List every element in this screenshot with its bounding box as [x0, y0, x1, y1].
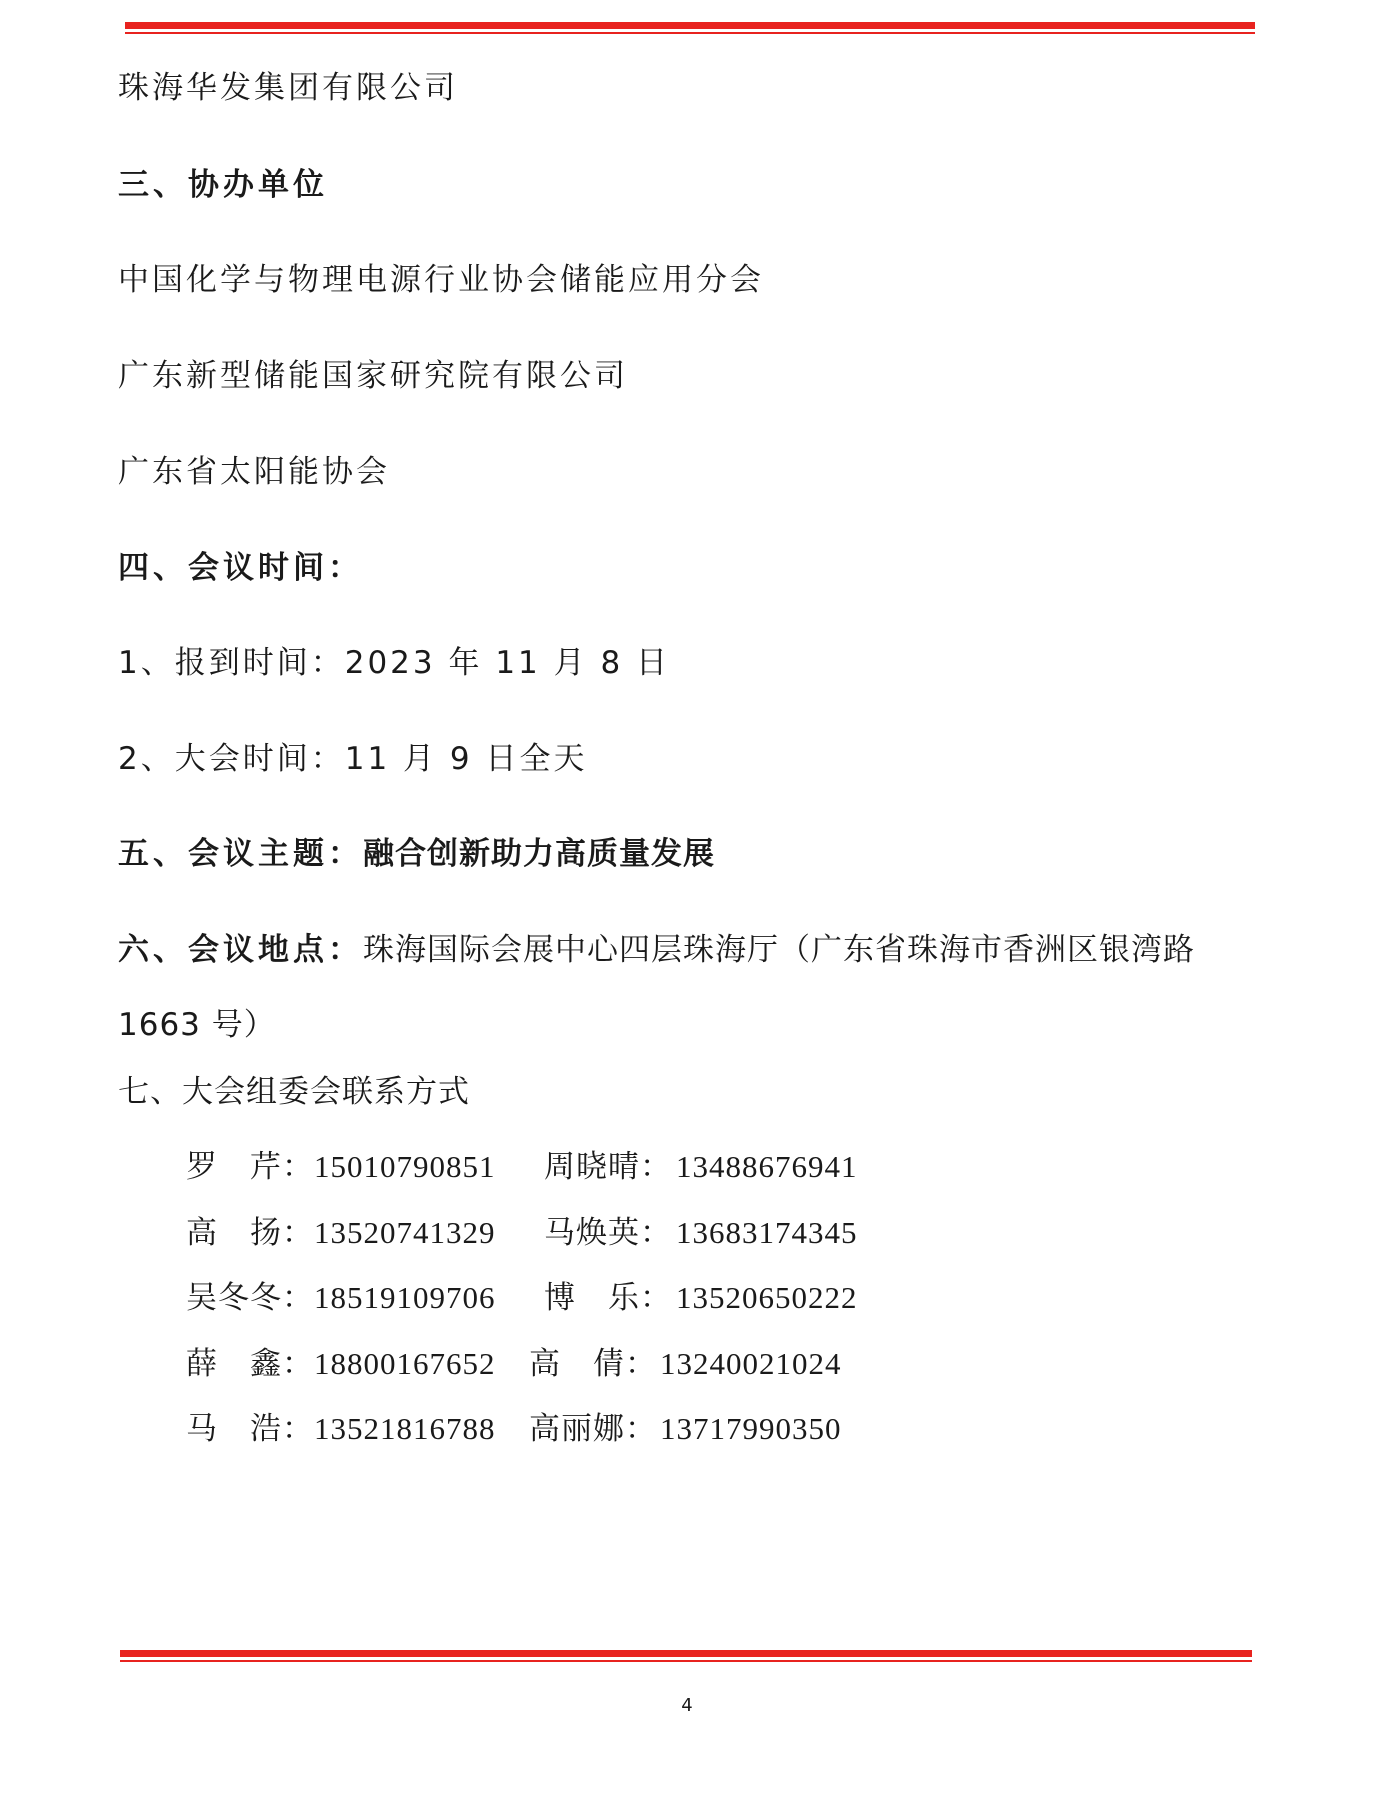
- contact-name: 罗 芹：: [186, 1149, 314, 1185]
- contact-phone: 13488676941: [676, 1149, 858, 1184]
- contact-name: 高 扬：: [186, 1214, 314, 1251]
- co-organizer-line: 广东省太阳能协会: [118, 454, 390, 490]
- section-heading-contacts: 七、大会组委会联系方式: [118, 1074, 470, 1110]
- co-organizer-line: 中国化学与物理电源行业协会储能应用分会: [118, 262, 764, 298]
- theme-label: 五、会议主题：: [118, 836, 363, 872]
- contact-name: 高 倩：: [529, 1345, 657, 1382]
- section-heading-theme: [118, 834, 715, 874]
- conference-time: 2、大会时间：11 月 9 日全天: [118, 741, 588, 777]
- registration-time: 1、报到时间：2023 年 11 月 8 日: [118, 645, 671, 681]
- contact-name: 马 浩：: [186, 1411, 314, 1447]
- venue-text: 珠海国际会展中心四层珠海厅（广东省珠海市香洲区银湾路: [363, 932, 1195, 968]
- contact-name: 周晓晴：: [544, 1149, 672, 1185]
- contact-phone: 15010790851: [314, 1149, 496, 1184]
- contact-phone: 13521816788: [314, 1411, 496, 1446]
- theme-text: 融合创新助力高质量发展: [363, 836, 715, 872]
- contact-name: 高丽娜：: [529, 1411, 657, 1447]
- contact-phone: 18519109706: [314, 1280, 496, 1315]
- co-organizer-line: 广东新型储能国家研究院有限公司: [118, 358, 628, 394]
- footer-rule-thin: [120, 1660, 1252, 1662]
- footer-rule-thick: [120, 1650, 1252, 1657]
- header-rule-thick: [125, 22, 1255, 29]
- section-heading-venue: [118, 930, 1195, 970]
- section-heading-meeting-time: 四、会议时间：: [118, 550, 363, 586]
- contact-name: 博 乐：: [544, 1280, 672, 1316]
- contact-phone: 18800167652: [314, 1345, 496, 1381]
- venue-text-continued: 1663 号）: [118, 1007, 276, 1043]
- contact-phone: 13520650222: [676, 1280, 858, 1315]
- contact-phone: 13240021024: [660, 1345, 842, 1381]
- organizer-line: 珠海华发集团有限公司: [118, 70, 458, 106]
- venue-label: 六、会议地点：: [118, 932, 363, 968]
- contact-name: 薛 鑫：: [186, 1345, 314, 1382]
- contact-phone: 13520741329: [314, 1214, 496, 1250]
- contact-name: 马焕英：: [544, 1214, 672, 1251]
- page-number: 4: [681, 1695, 693, 1716]
- header-rule-thin: [125, 32, 1255, 34]
- section-heading-co-organizers: 三、协办单位: [118, 167, 328, 203]
- contact-name: 吴冬冬：: [186, 1280, 314, 1316]
- contact-phone: 13683174345: [676, 1214, 858, 1250]
- contact-phone: 13717990350: [660, 1411, 842, 1446]
